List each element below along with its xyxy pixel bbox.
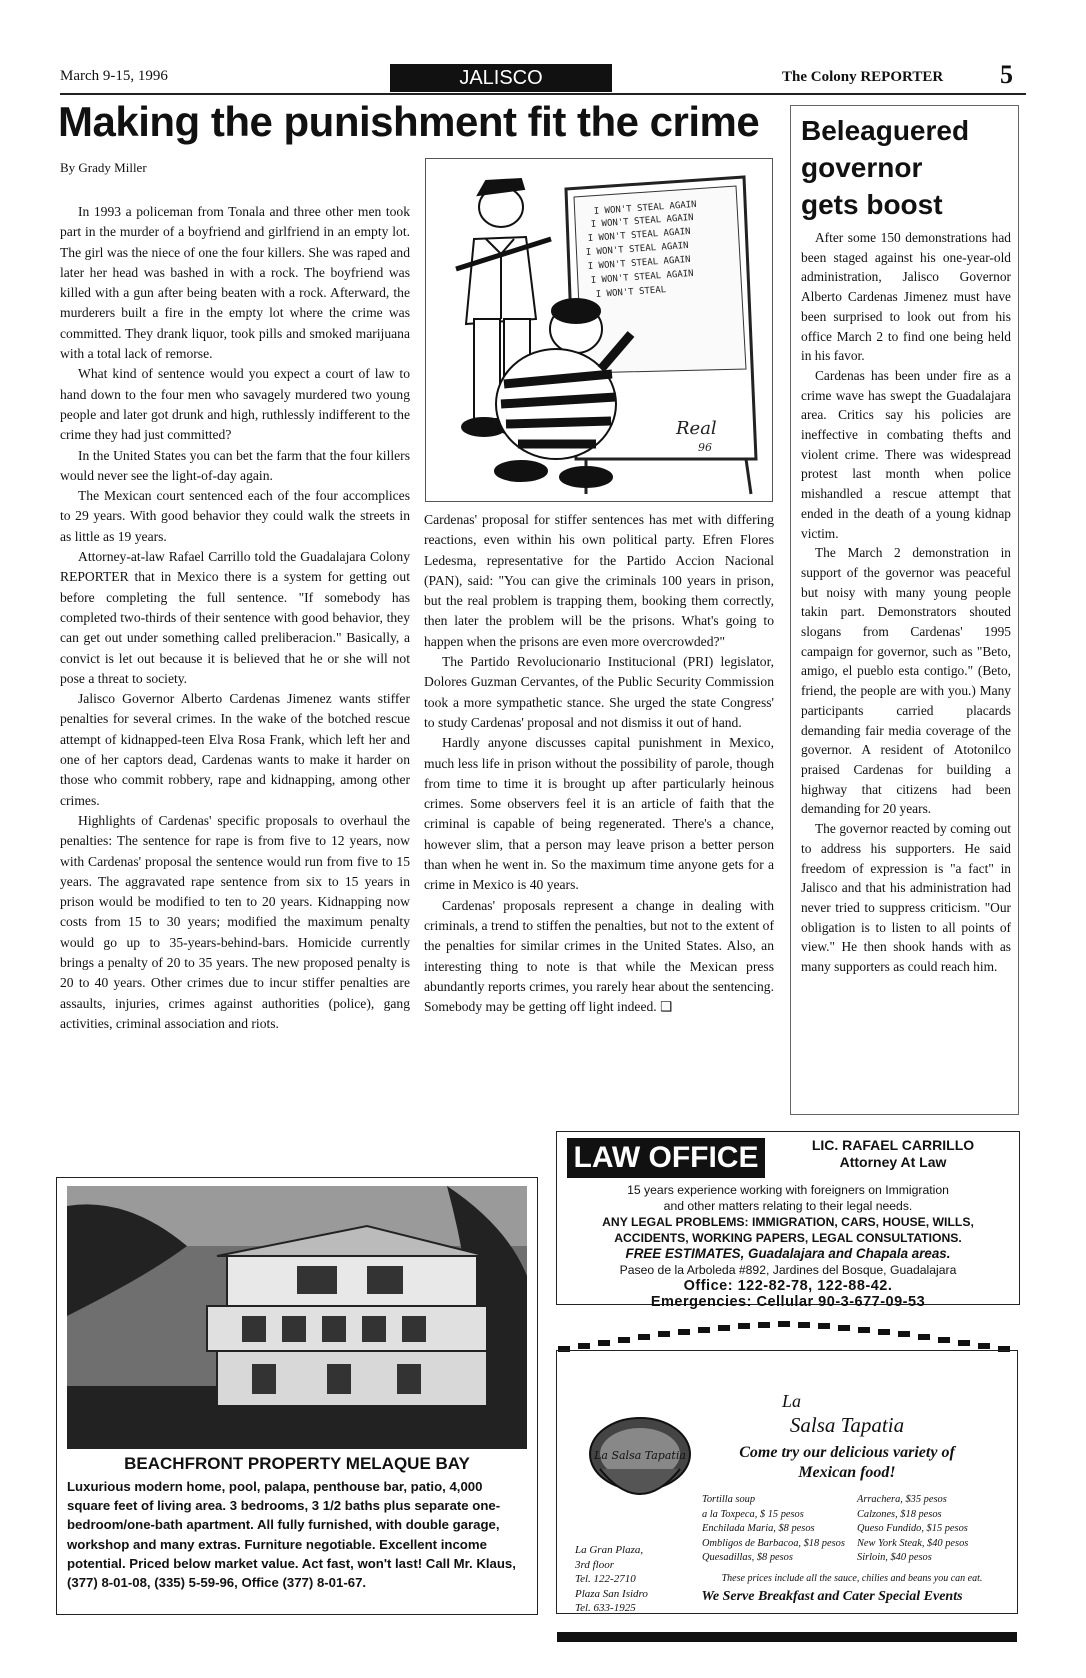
- svg-text:96: 96: [698, 441, 712, 454]
- property-title: BEACHFRONT PROPERTY MELAQUE BAY: [124, 1454, 470, 1473]
- menu-item: New York Steak, $40 pesos: [857, 1537, 969, 1549]
- paragraph: The Partido Revolucionario Institucional (PRI) legislator, Dolores Guzman Cervantes, of the Public Security Commission took a more sympathetic stance. She urged the state Congress' to study Cardenas' proposal and not dismiss it out of hand.: [424, 654, 774, 730]
- editorial-cartoon: [425, 158, 773, 502]
- restaurant-tagline: Come try our delicious variety of Mexican food!: [739, 1444, 955, 1481]
- paragraph: In the United States you can bet the farm that the four killers would never see the light-of-day again.: [60, 447, 410, 483]
- page-number: 5: [1000, 60, 1013, 89]
- paragraph: Cardenas' proposal for stiffer sentences has met with differing reactions, even within his own political party. Efren Flores Ledesma, representative for the Partido Accion Nacional (PAN), said: "You can give the criminals 100 years in prison, but the real problem is trapping them, booking them correctly, then later the problem will be the prisons. What's going to happen when the prisons are even more overcrowded?": [424, 512, 774, 649]
- law-ad-body: 15 years experience working with foreigners on Immigration and other matters relating to their legal needs. ANY LEGAL PROBLEMS: IMMIGRATION, CARS, HOUSE, WILLS, ACCIDENTS, WORKING PAPERS, LEGAL CONSULTATIONS. FREE ESTIMATES, Guadalajara and Chapala areas. Paseo de la Arboleda #892, Jardines del Bosque, Guadalajara Office: 122-82-78, 122-88-42. Emergencies: Cellular 90-3-677-09-53: [602, 1183, 974, 1310]
- article-column-2: [424, 510, 774, 1017]
- paragraph: In 1993 a policeman from Tonala and three other men took part in the murder of a boyfriend and girlfriend in an empty lot. The girl was the niece of one the four killers. She was raped and later her head was bashed in with a rock. The boyfriend was killed with a gun after being beaten with a rock. Afterward, the murderers built a fire in the empty lot where the crime was committed. They drank liquor, took pills and smoked marijuana with a total lack of remorse.: [60, 204, 410, 362]
- board-line: I WON'T STEAL AGAIN: [593, 199, 697, 217]
- sidebar-headline: Beleaguered governor gets boost: [801, 115, 970, 220]
- restaurant-ad: [556, 1320, 1018, 1615]
- header-rule: [60, 93, 1026, 95]
- paragraph: Jalisco Governor Alberto Cardenas Jimenez wants stiffer penalties for several crimes. In the wake of the botched rescue attempt of kidnapped-teen Elva Rosa Frank, which left her and one of her captors dead, Cardenas wants to make it harder on those who commit robbery, rape and kidnapping, among other crimes.: [60, 691, 410, 808]
- law-office-tag: LAW OFFICE: [567, 1138, 765, 1178]
- restaurant-name-prefix: La: [782, 1391, 802, 1411]
- menu-item: Arrachera, $35 pesos: [857, 1494, 947, 1505]
- menu-item: Quesadillas, $8 pesos: [702, 1552, 793, 1564]
- law-office-ad: [556, 1131, 1020, 1310]
- board-line: I WON'T STEAL AGAIN: [590, 268, 694, 286]
- ad-bottom-bar: [557, 1632, 1017, 1642]
- board-line: I WON'T STEAL AGAIN: [587, 226, 691, 244]
- article-column-1: [60, 202, 410, 1034]
- paragraph: Hardly anyone discusses capital punishment in Mexico, much less life in prison without the possibility of parole, though from time to time it is brought up after particularly heinous crimes. Some observers feel it is an article of faith that the criminal is capable of being regenerated. There's a chance, however slim, that a person may leave prison a better person than when he went in. So the maximum time anyone gets for a crime in Mexico is 40 years.: [424, 735, 774, 893]
- paragraph: The March 2 demonstration in support of the governor was peaceful but noisy with many young people takin part. Demonstrators shouted slogans from Cardenas' 1995 campaign for governor, such as "Beto, amigo, el pueblo esta contigo." (Beto, friend, the people are with you.) Many participants carried placards demanding fair media coverage of the governor. A resident of Atotonilco praised Cardenas for building a highway that citizens had been demanding for 20 years.: [801, 545, 1011, 817]
- board-line: I WON'T STEAL AGAIN: [590, 212, 694, 230]
- paragraph: Attorney-at-law Rafael Carrillo told the Guadalajara Colony REPORTER that in Mexico there is a system for getting out before completing the full sentence. "If somebody has completed two-thirds of their sentence with good behavior, they can get out under something called preliberacion." Basically, a convict is let out because it is believed that he or she will not pose a threat to society.: [60, 549, 410, 686]
- paragraph: The Mexican court sentenced each of the four accomplices to 29 years. With good behavior they could walk the streets in as little as 19 years.: [60, 488, 410, 544]
- restaurant-ad-frame: [556, 1350, 1018, 1614]
- menu-item: Tortilla soup: [702, 1494, 756, 1505]
- paragraph: Highlights of Cardenas' specific proposals to overhaul the penalties: The sentence for rape is from five to 12 years, now with Cardenas' proposal the sentence would run from five to 15 years. The aggravated rape sentence from six to 15 years in prison would be modified to ten to 20 years. Kidnapping now costs from 15 to 30 years; modified the maximum penalty would go up to 35-years-behind-bars. Homicide currently brings a penalty of 20 to 35 years. The new proposed penalty is 20 to 40 years. Other crimes due to incur stiffer penalties are assaults, injuries, crimes against authorities (police), gang activities, criminal association and riots.: [60, 812, 410, 1031]
- sidebar-body: [801, 228, 1011, 977]
- paragraph: Cardenas' proposals represent a change in dealing with criminals, a trend to stiffen the penalties, but not to the extent of the penalties for similar crimes in the United States. Also, an interesting thing to note is that while the Mexican press abundantly reports crimes, you rarely hear about the sentencing. Somebody may be getting off light indeed. ❑: [424, 897, 774, 1015]
- sidebar-story: [790, 105, 1019, 1115]
- issue-date: March 9-15, 1996: [60, 68, 168, 84]
- paragraph: What kind of sentence would you expect a court of law to hand down to the four men who savagely murdered two young people and later got drunk and high, ruthlessly indifferent to the crime they had just committed?: [60, 366, 410, 443]
- real-estate-ad: [56, 1177, 538, 1615]
- paragraph: After some 150 demonstrations had been staged against his one-year-old administration, Jalisco Governor Alberto Cardenas Jimenez must have been surprised to look out from his office March 2 to find one being held in his favor.: [801, 230, 1011, 364]
- property-description: Luxurious modern home, pool, palapa, penthouse bar, patio, 4,000 square feet of living area. 3 bedrooms, 3 1/2 baths plus separate one-bedroom/one-bath apartment. All fully furnished, with double garage, workshop and many extras. Furniture negotiable. Excellent income potential. Priced below market value. Act fast, won't last! Call Mr. Klaus, (377) 8-01-08, (335) 5-59-96, Office (377) 8-01-67.: [67, 1479, 516, 1591]
- board-line: I WON'T STEAL AGAIN: [585, 240, 689, 258]
- restaurant-logo: [585, 1409, 695, 1519]
- restaurant-name: Salsa Tapatia: [789, 1413, 905, 1437]
- menu-list-right: [857, 1493, 968, 1566]
- paragraph: The governor reacted by coming out to address his supporters. He said freedom of expression is "a fact" in Jalisco and that his administration had never tried to suppress criticism. "Our obligation is to listen to all points of view." He then shook hands with as many supporters as could reach him.: [801, 821, 1011, 975]
- decorative-dashes: [556, 1320, 1018, 1352]
- menu-list-left: [702, 1493, 845, 1566]
- house-photo: [67, 1186, 527, 1449]
- attorney-name: LIC. RAFAEL CARRILLO Attorney At Law: [811, 1137, 975, 1170]
- section-label: JALISCO: [390, 64, 612, 92]
- restaurant-address: La Gran Plaza, 3rd floor Tel. 122-2710 Plaza San Isidro Tel. 633-1925: [575, 1544, 648, 1615]
- menu-item: Sirloin, $40 pesos: [857, 1552, 932, 1564]
- menu-item: Queso Fundido, $15 pesos: [857, 1523, 968, 1535]
- catering-line: We Serve Breakfast and Cater Special Events: [701, 1589, 963, 1604]
- menu-item: Ombligos de Barbacoa, $18 pesos: [702, 1537, 845, 1549]
- price-note: These prices include all the sauce, chilies and beans you can eat.: [721, 1573, 983, 1584]
- menu-item: Enchilada Maria, $8 pesos: [702, 1523, 815, 1535]
- board-line: I WON'T STEAL AGAIN: [587, 254, 691, 272]
- byline: By Grady Miller: [60, 160, 147, 175]
- paper-name: The Colony REPORTER: [782, 69, 944, 85]
- menu-item: Calzones, $18 pesos: [857, 1508, 942, 1520]
- cartoon-illustration: [426, 159, 772, 501]
- board-line: I WON'T STEAL: [595, 285, 667, 300]
- paragraph: Cardenas has been under fire as a crime wave has swept the Guadalajara area. Critics say his policies are ineffective in combating thefts and violent crime. There was widespread protest last month when police mishandled a rescue attempt that ended in the death of a young kidnap victim.: [801, 367, 1011, 541]
- headline: Making the punishment fit the crime: [58, 98, 760, 145]
- menu-item: a la Toxpeca, $ 15 pesos: [702, 1508, 804, 1520]
- svg-text:La Salsa Tapatia: La Salsa Tapatia: [594, 1449, 686, 1462]
- svg-text:Real: Real: [676, 418, 717, 439]
